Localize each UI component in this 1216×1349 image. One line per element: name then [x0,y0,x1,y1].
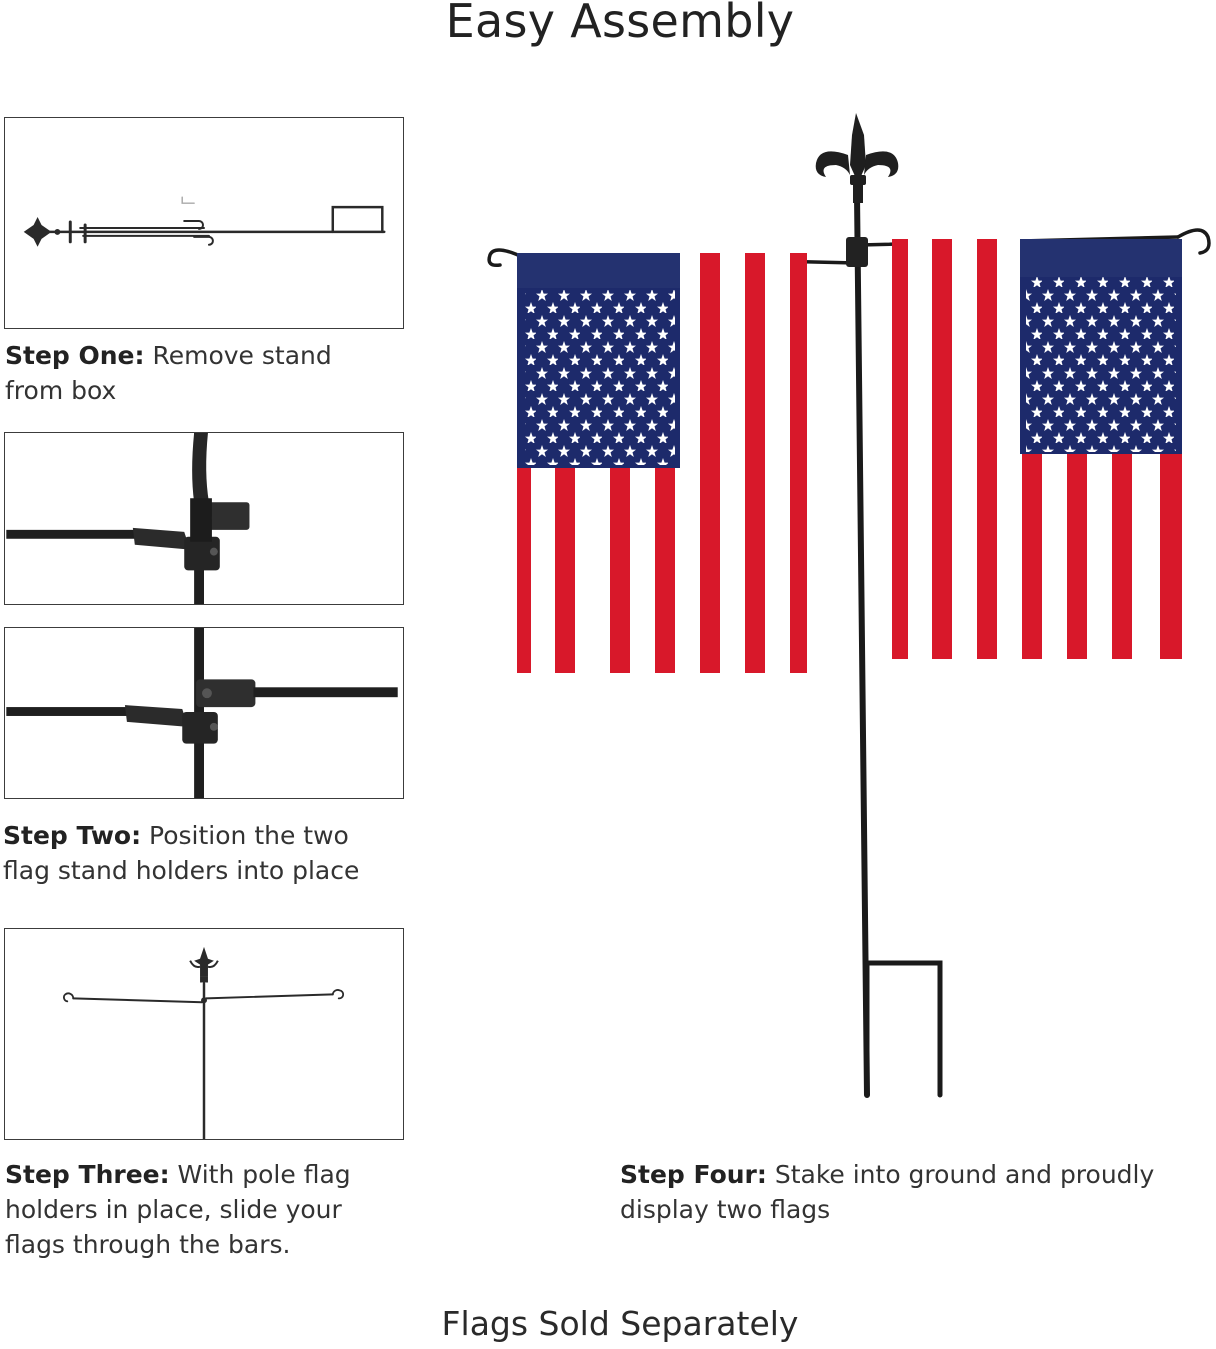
right-american-flag [892,239,1182,659]
step-four-image [470,105,1216,1105]
left-american-flag [517,253,807,673]
step-two-label: Step Two: [3,821,142,850]
step-four-caption [620,1157,1180,1227]
finial-icon [24,217,61,247]
step-four-text: Stake into ground and proudly display two flags [620,1160,1155,1224]
step-two-text: Position the two flag stand holders into place [3,821,360,885]
page-title: Easy Assembly [445,0,795,48]
step-three-caption [5,1157,405,1262]
step-one-label: Step One: [5,341,145,370]
step-one-image [4,117,404,329]
assembled-stand-illustration [5,929,403,1139]
step-one-caption [5,338,395,408]
step-two-image-a [4,432,404,605]
step-two-caption [3,818,403,888]
step-three-image [4,928,404,1140]
step-three-text: With pole flag holders in place, slide your flags through the bars. [5,1160,351,1259]
step-two-image-b [4,627,404,799]
step-four-label: Step Four: [620,1160,767,1189]
disassembled-stand-illustration [5,118,403,328]
fleur-de-lis-finial-icon [816,113,899,203]
step-one-text: Remove stand from box [5,341,332,405]
holder-attach-closeup-one [5,433,403,604]
step-three-label: Step Three: [5,1160,170,1189]
flags-sold-separately-note: Flags Sold Separately [441,1304,799,1343]
flag-stand-with-two-flags [470,105,1216,1105]
holder-attach-closeup-two [5,628,403,798]
